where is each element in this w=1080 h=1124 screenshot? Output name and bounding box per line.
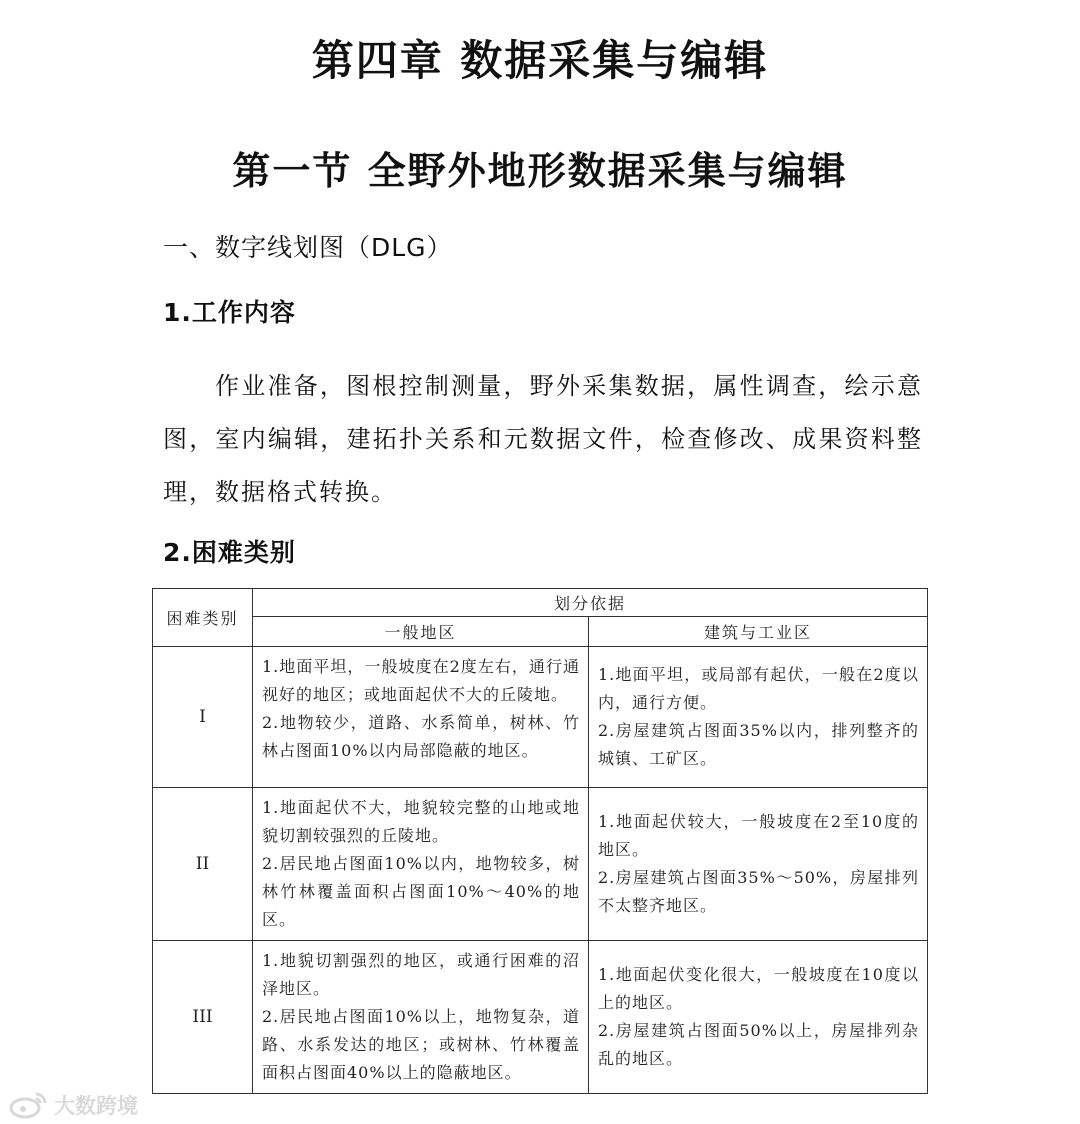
building-item: 1.地面起伏较大，一般坡度在2至10度的地区。 bbox=[598, 812, 920, 859]
general-item: 2.地物较少，道路、水系简单，树林、竹林占图面10%以内局部隐蔽的地区。 bbox=[262, 713, 580, 760]
heading-dlg: 一、数字线划图（DLG） bbox=[163, 233, 453, 262]
building-cell bbox=[589, 941, 928, 1094]
header-basis: 划分依据 bbox=[253, 589, 928, 617]
weibo-logo-icon bbox=[8, 1090, 48, 1120]
header-category: 困难类别 bbox=[153, 589, 253, 647]
heading-difficulty-category: 2.困难类别 bbox=[163, 538, 296, 567]
general-item: 2.居民地占图面10%以上，地物复杂，道路、水系发达的地区；或树林、竹林覆盖面积占图面40%以上的隐蔽地区。 bbox=[262, 1007, 580, 1082]
table-row bbox=[153, 647, 928, 788]
table-row bbox=[153, 788, 928, 941]
general-cell bbox=[253, 788, 589, 941]
general-cell bbox=[253, 941, 589, 1094]
category-cell: I bbox=[153, 647, 253, 788]
building-item: 2.房屋建筑占图面50%以上，房屋排列杂乱的地区。 bbox=[598, 1021, 920, 1068]
general-item: 1.地面平坦，一般坡度在2度左右，通行通视好的地区；或地面起伏不大的丘陵地。 bbox=[262, 657, 580, 704]
header-building-area: 建筑与工业区 bbox=[589, 617, 928, 647]
heading-work-content: 1.工作内容 bbox=[163, 298, 296, 327]
building-item: 2.房屋建筑占图面35%以内，排列整齐的城镇、工矿区。 bbox=[598, 721, 920, 768]
watermark-text: 大数跨境 bbox=[54, 1094, 138, 1118]
category-cell: III bbox=[153, 941, 253, 1094]
work-content-paragraph: 作业准备，图根控制测量，野外采集数据，属性调查，绘示意图，室内编辑，建拓扑关系和元数据文件，检查修改、成果资料整理，数据格式转换。 bbox=[163, 372, 923, 506]
chapter-title: 第四章 数据采集与编辑 bbox=[311, 36, 769, 85]
building-cell bbox=[589, 788, 928, 941]
section-title: 第一节 全野外地形数据采集与编辑 bbox=[232, 149, 848, 193]
general-item: 1.地面起伏不大，地貌较完整的山地或地貌切割较强烈的丘陵地。 bbox=[262, 798, 580, 845]
general-cell bbox=[253, 647, 589, 788]
building-cell bbox=[589, 647, 928, 788]
watermark bbox=[8, 1090, 138, 1120]
general-item: 1.地貌切割强烈的地区，或通行困难的沼泽地区。 bbox=[262, 951, 580, 998]
building-item: 2.房屋建筑占图面35%～50%，房屋排列不太整齐地区。 bbox=[598, 868, 920, 915]
category-cell: II bbox=[153, 788, 253, 941]
general-item: 2.居民地占图面10%以内，地物较多，树林竹林覆盖面积占图面10%～40%的地区。 bbox=[262, 854, 580, 929]
building-item: 1.地面平坦，或局部有起伏，一般在2度以内，通行方便。 bbox=[598, 665, 920, 712]
difficulty-table bbox=[152, 588, 928, 1094]
header-general-area: 一般地区 bbox=[253, 617, 589, 647]
building-item: 1.地面起伏变化很大，一般坡度在10度以上的地区。 bbox=[598, 965, 920, 1012]
table-row bbox=[153, 941, 928, 1094]
